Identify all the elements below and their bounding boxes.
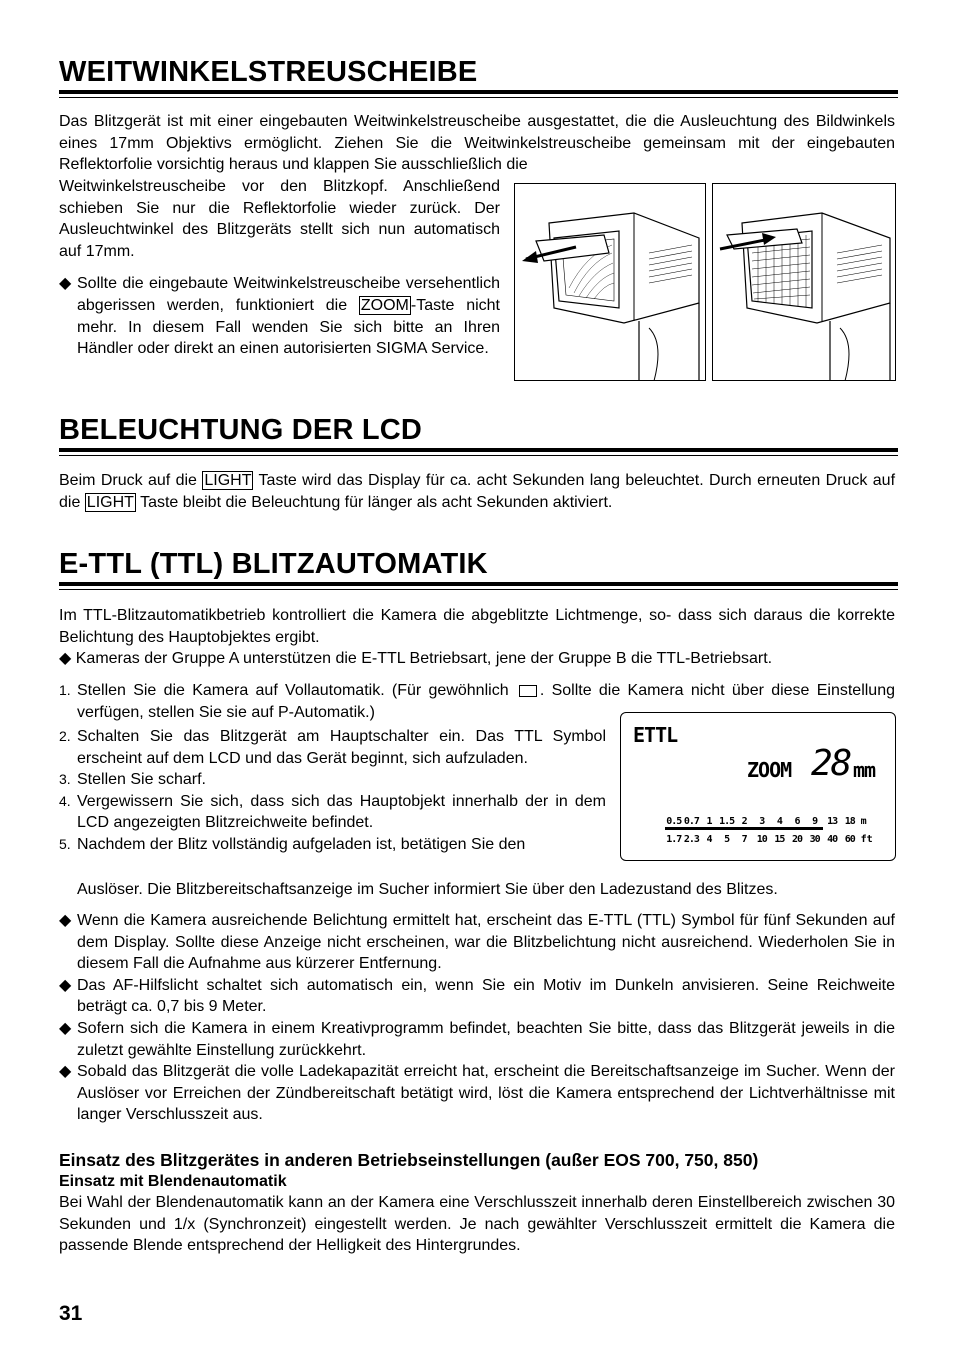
wide-bullet bbox=[59, 273, 500, 359]
full-auto-mode-icon bbox=[519, 685, 537, 697]
note-text: Das AF-Hilfslicht schaltet sich automatisch ein, wenn Sie ein Motiv im Dunkeln anvisieren. Seine Reichweite beträgt ca. 0,7 bis 9 Meter. bbox=[77, 976, 895, 1016]
note-item bbox=[59, 910, 895, 975]
lcd-para-part1: Beim Druck auf die bbox=[59, 472, 203, 489]
section-title-ettl: E-TTL (TTL) BLITZAUTOMATIK bbox=[59, 548, 488, 580]
lcd-feet-tick: 7 bbox=[741, 834, 747, 845]
note-text: Sofern sich die Kamera in einem Kreativprogramm befindet, beachten Sie bitte, dass das Blitzgerät jeweils in die zuletzt gewählte Einstellung zurückkehrt. bbox=[77, 1019, 895, 1059]
wide-para-left bbox=[59, 176, 500, 360]
lcd-meter-tick: 13 bbox=[827, 816, 838, 827]
lcd-meter-tick: 0.7 bbox=[683, 816, 701, 830]
lcd-display bbox=[620, 712, 896, 861]
ettl-steps-narrow bbox=[59, 726, 606, 856]
bullet-diamond-icon: ◆ bbox=[59, 976, 72, 994]
lcd-feet-unit: ft bbox=[860, 834, 873, 845]
lcd-meter-tick: 1.5 bbox=[718, 816, 736, 830]
step-text: Nachdem der Blitz vollständig aufgeladen ist, betätigen Sie den bbox=[77, 835, 526, 853]
step-number: 5. bbox=[59, 835, 71, 852]
lcd-feet-tick: 2.3 bbox=[683, 834, 699, 845]
step-text: Schalten Sie das Blitzgerät am Hauptschalter ein. Das TTL Symbol erscheint auf dem LCD und das Gerät beginnt, sich aufzuladen. bbox=[77, 728, 606, 767]
light-key-label: LIGHT bbox=[86, 493, 134, 511]
step-text: . Sollte die Kamera nicht über diese Einstellung verfügen, stellen Sie sie auf P-Automatik.) bbox=[77, 682, 895, 721]
lcd-feet-tick: 4 bbox=[706, 834, 712, 845]
lcd-mode-ettl: ETTL bbox=[633, 723, 678, 747]
step-text: Stellen Sie scharf. bbox=[77, 771, 206, 789]
lcd-feet-tick: 10 bbox=[756, 834, 767, 845]
section-rule bbox=[59, 582, 898, 586]
wide-bullet-list bbox=[59, 273, 500, 359]
lcd-light-para bbox=[59, 470, 895, 513]
section-rule bbox=[59, 448, 898, 452]
lcd-feet-tick: 5 bbox=[724, 834, 730, 845]
lcd-meter-tick: 0.5 bbox=[665, 816, 683, 830]
ettl-intro-bullet-text: Kameras der Gruppe A unterstützen die E-TTL Betriebsart, jene der Gruppe B die TTL-Betriebsart. bbox=[71, 650, 773, 668]
lcd-distance-scale bbox=[665, 816, 889, 852]
ettl-intro bbox=[59, 605, 895, 670]
wide-para-left-text: Weitwinkelstreuscheibe vor den Blitzkopf. Anschließend schieben Sie nur die Reflektorfolie wieder zurück. Der Ausleuchtwinkel des Blitzgeräts stellt sich nun automatisch auf 17mm. bbox=[59, 178, 500, 260]
step-list bbox=[59, 726, 606, 856]
ettl-intro-bullet bbox=[59, 648, 895, 670]
step5-continuation bbox=[77, 879, 895, 901]
section-rule bbox=[59, 90, 898, 94]
note-text: Wenn die Kamera ausreichende Belichtung ermittelt hat, erscheint das E-TTL (TTL) Symbol für fünf Sekunden auf dem Display. Sollte diese Anzeige nicht erscheinen, war die Blitzbelichtung nicht ausreichend. Wiederholen Sie in diesem Fall die Aufnahme aus kürzerer Entfernung. bbox=[77, 912, 895, 973]
lcd-para-part2: Taste wird das Display für ca. acht Sekunden lang beleuchtet. Durch erneuten Druck auf die bbox=[59, 472, 896, 511]
step-number: 1. bbox=[59, 682, 71, 698]
step-text: Auslöser. Die Blitzbereitschaftsanzeige im Sucher informiert Sie über den Ladezustand des Blitzes. bbox=[77, 881, 778, 898]
wide-bullet-pre: Sollte die eingebaute Weitwinkelstreuscheibe versehentlich abgerissen werden, funktioniert die bbox=[77, 275, 500, 314]
step-number: 2. bbox=[59, 728, 71, 744]
note-item bbox=[59, 975, 895, 1018]
note-item bbox=[59, 1018, 895, 1061]
section-rule-thin bbox=[59, 589, 898, 590]
bullet-diamond-icon: ◆ bbox=[59, 912, 72, 929]
bullet-diamond-icon: ◆ bbox=[59, 650, 72, 668]
lcd-feet-tick: 20 bbox=[791, 834, 802, 845]
notes-list bbox=[59, 910, 895, 1126]
bullet-diamond-icon: ◆ bbox=[59, 275, 72, 293]
wide-para-top-text: Das Blitzgerät ist mit einer eingebauten Weitwinkelstreuscheibe ausgestattet, die die Ausleuchtung des Bildwinkels eines 17mm Objektivs ermöglicht. Ziehen Sie die Weitwinkelstreuscheibe gemeinsam mit der eingebauten Reflektorfolie vorsichtig heraus und klappen Sie ausschließlich die bbox=[59, 113, 895, 174]
sub-para-text: Bei Wahl der Blendenautomatik kann an der Kamera eine Verschlusszeit innerhalb deren Einstellbereich zwischen 30 Sekunden und 1/x (Synchronzeit) eingestellt werden. Je nach gewählter Verschlusszeit ermittelt die Kamera die passende Blende entsprechend der Helligkeit des Hintergrundes. bbox=[59, 1194, 895, 1255]
zoom-key-label: ZOOM bbox=[360, 296, 409, 314]
lcd-meter-tick: 6 bbox=[788, 816, 806, 830]
ettl-intro-text: Im TTL-Blitzautomatikbetrieb kontrolliert die Kamera die abgeblitzte Lichtmenge, so- dass sich daraus die korrekte Belichtung des Hauptobjektes ergibt. bbox=[59, 607, 895, 646]
section-title-wide-angle: WEITWINKELSTREUSCHEIBE bbox=[59, 56, 478, 88]
page-number: 31 bbox=[59, 1302, 83, 1325]
note-text: Sobald das Blitzgerät die volle Ladekapazität erreicht hat, erscheint die Bereitschaftsanzeige im Sucher. Wenn der Auslöser vor Erreichen der Zündbereitschaft betätigt wird, löst die Kamera entsprechend der Lichtverhältnisse mit langer Verschlusszeit aus. bbox=[77, 1063, 895, 1124]
bullet-diamond-icon: ◆ bbox=[59, 1063, 72, 1081]
lcd-meter-tick: 18 bbox=[844, 816, 855, 827]
step-item bbox=[59, 834, 606, 856]
section-title-lcd-light: BELEUCHTUNG DER LCD bbox=[59, 414, 423, 446]
flash-illustration-pull-out bbox=[514, 183, 706, 381]
lcd-meter-tick: 2 bbox=[735, 816, 753, 830]
lcd-para-part3: Taste bleibt die Beleuchtung für länger als acht Sekunden aktiviert. bbox=[135, 493, 613, 511]
lcd-meter-tick: 9 bbox=[806, 816, 824, 830]
step-item bbox=[59, 769, 606, 791]
lcd-feet-tick: 30 bbox=[809, 834, 820, 845]
lcd-meter-tick: 3 bbox=[753, 816, 771, 830]
step-text: Stellen Sie die Kamera auf Vollautomatik. (Für gewöhnlich bbox=[77, 682, 516, 699]
ettl-notes bbox=[59, 910, 895, 1126]
lcd-meter-tick: 1 bbox=[700, 816, 718, 830]
section-rule-thin bbox=[59, 455, 898, 456]
wide-bullet-post: -Taste nicht mehr. In diesem Fall wenden Sie sich bitte an Ihren Händler oder direkt an einen autorisierten SIGMA Service. bbox=[77, 296, 501, 358]
sub-heading: Einsatz des Blitzgerätes in anderen Betriebseinstellungen (außer EOS 700, 750, 850) bbox=[59, 1150, 759, 1170]
lcd-feet-tick: 40 bbox=[827, 834, 838, 845]
lcd-feet-tick: 60 bbox=[844, 834, 855, 845]
note-item bbox=[59, 1061, 895, 1126]
step-text: Vergewissern Sie sich, dass sich das Hauptobjekt innerhalb der in dem LCD angezeigten Blitzreichweite befindet. bbox=[77, 792, 606, 832]
lcd-zoom-label: ZOOM bbox=[747, 758, 792, 782]
step-item bbox=[59, 791, 606, 834]
sub-heading-2: Einsatz mit Blendenautomatik bbox=[59, 1173, 287, 1190]
flash-illustration-diffuser-folded bbox=[712, 183, 896, 381]
lcd-zoom-value: 28 bbox=[811, 743, 851, 784]
lcd-meter-tick: 4 bbox=[771, 816, 789, 830]
step-item bbox=[59, 726, 606, 769]
light-key-label: LIGHT bbox=[204, 472, 252, 489]
step-number: 3. bbox=[59, 771, 71, 788]
lcd-zoom-unit: mm bbox=[853, 758, 876, 782]
wide-para-top bbox=[59, 111, 895, 176]
lcd-meter-unit: m bbox=[860, 816, 867, 827]
section-rule-thin bbox=[59, 97, 898, 98]
lcd-feet-tick: 1.7 bbox=[666, 834, 682, 845]
bullet-diamond-icon: ◆ bbox=[59, 1019, 72, 1037]
lcd-feet-tick: 15 bbox=[774, 834, 785, 845]
step-number: 4. bbox=[59, 792, 71, 809]
sub-para bbox=[59, 1192, 895, 1257]
